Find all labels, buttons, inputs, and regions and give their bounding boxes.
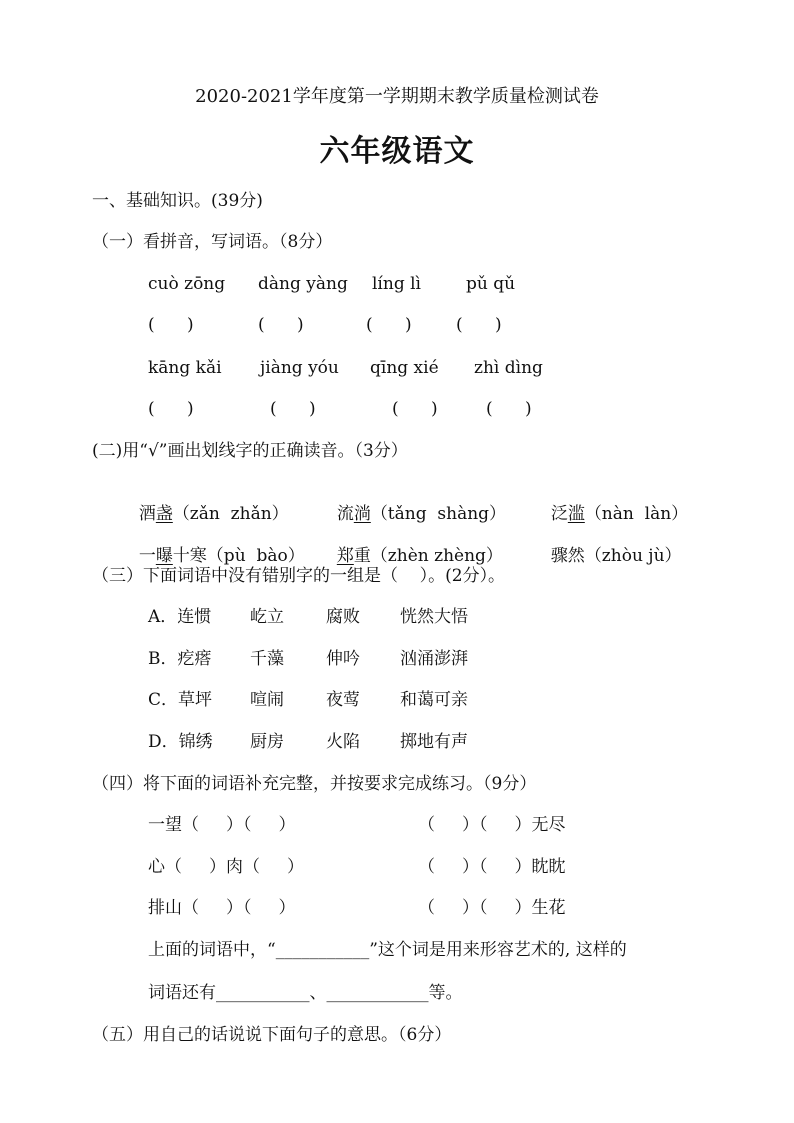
part5-heading: （五）用自己的话说说下面句子的意思。（6分） (92, 1025, 452, 1045)
option-label: B．疙瘩 (148, 649, 212, 669)
idiom-fill-blank[interactable]: 排山（ ）（ ） (148, 898, 296, 918)
pinyin-item: zhì dìng (474, 358, 543, 378)
exam-title: 2020-2021学年度第一学期期末教学质量检测试卷 (195, 86, 599, 107)
option-label: C．草坪 (148, 690, 213, 710)
underlined-character: 滥 (567, 504, 585, 524)
part3-heading: （三）下面词语中没有错别字的一组是（ ）。(2分）。 (92, 566, 506, 586)
pronunciation-options[interactable]: 重（zhèn zhèng） (353, 546, 503, 566)
part1-heading: （一）看拼音，写词语。（8分） (92, 232, 333, 252)
option-word: 厨房 (250, 732, 284, 752)
pinyin-item: qīng xié (370, 358, 439, 378)
pronunciation-item (128, 523, 305, 567)
pronunciation-options[interactable]: （nàn làn） (584, 504, 689, 524)
part4-heading: （四）将下面的词语补充完整，并按要求完成练习。（9分） (92, 774, 537, 794)
option-word: 千藻 (250, 649, 284, 669)
pronunciation-options[interactable]: （tǎng shàng） (370, 504, 507, 524)
option-label: D．锦绣 (148, 732, 213, 752)
pinyin-item: pǔ qǔ (466, 274, 516, 294)
pinyin-item: kāng kǎi (148, 358, 222, 378)
option-word: 伸吟 (326, 649, 360, 669)
answer-blank[interactable]: ( ) (148, 399, 194, 419)
word-prefix: 酒 (138, 504, 156, 524)
idiom-fill-blank[interactable]: （ ）（ ）眈眈 (418, 857, 566, 877)
word-prefix: 骤然 (550, 546, 585, 566)
answer-blank[interactable]: ( ) (148, 315, 194, 335)
option-word: 火陷 (326, 732, 360, 752)
answer-blank[interactable]: ( ) (270, 399, 316, 419)
idiom-fill-blank[interactable]: 心（ ）肉（ ） (148, 857, 305, 877)
option-word: 恍然大悟 (400, 607, 468, 627)
pronunciation-item (326, 481, 506, 525)
idiom-fill-blank[interactable]: 一望（ ）（ ） (148, 815, 296, 835)
word-prefix: 一 (138, 546, 156, 566)
answer-blank[interactable]: ( ) (366, 315, 412, 335)
option-word: 和蔼可亲 (400, 690, 468, 710)
idiom-question-line-2[interactable]: 词语还有___________、____________等。 (148, 983, 463, 1003)
option-word: 掷地有声 (400, 732, 468, 752)
section-heading-basics: 一、基础知识。(39分) (92, 191, 263, 211)
idiom-question-line-1[interactable]: 上面的词语中，“___________”这个词是用来形容艺术的, 这样的 (148, 940, 627, 960)
underlined-character: 郑 (336, 546, 354, 566)
pronunciation-options[interactable]: （zhòu jù） (584, 546, 682, 566)
word-prefix: 流 (336, 504, 354, 524)
pinyin-item: jiàng yóu (260, 358, 339, 378)
answer-blank[interactable]: ( ) (486, 399, 532, 419)
underlined-character: 曝 (155, 546, 173, 566)
answer-blank[interactable]: ( ) (392, 399, 438, 419)
option-word: 腐败 (326, 607, 360, 627)
pronunciation-item (540, 481, 688, 525)
pronunciation-options[interactable]: （zǎn zhǎn） (172, 504, 289, 524)
option-label: A．连惯 (148, 607, 212, 627)
underlined-character: 淌 (353, 504, 371, 524)
idiom-fill-blank[interactable]: （ ）（ ）无尽 (418, 815, 566, 835)
option-word: 屹立 (250, 607, 284, 627)
answer-blank[interactable]: ( ) (456, 315, 502, 335)
exam-subject-title: 六年级语文 (319, 134, 475, 169)
pronunciation-item (128, 481, 289, 525)
idiom-fill-blank[interactable]: （ ）（ ）生花 (418, 898, 566, 918)
pinyin-item: cuò zōng (148, 274, 226, 294)
option-word: 汹涌澎湃 (400, 649, 468, 669)
part2-heading: (二)用“√”画出划线字的正确读音。（3分） (92, 441, 408, 461)
pronunciation-options[interactable]: 十寒（pù bào） (172, 546, 305, 566)
option-word: 喧闹 (250, 690, 284, 710)
pronunciation-item (326, 523, 503, 567)
option-word: 夜莺 (326, 690, 360, 710)
pinyin-item: líng lì (372, 274, 421, 294)
answer-blank[interactable]: ( ) (258, 315, 304, 335)
pronunciation-item (540, 523, 682, 567)
underlined-character: 盏 (155, 504, 173, 524)
pinyin-item: dàng yàng (258, 274, 348, 294)
word-prefix: 泛 (550, 504, 568, 524)
